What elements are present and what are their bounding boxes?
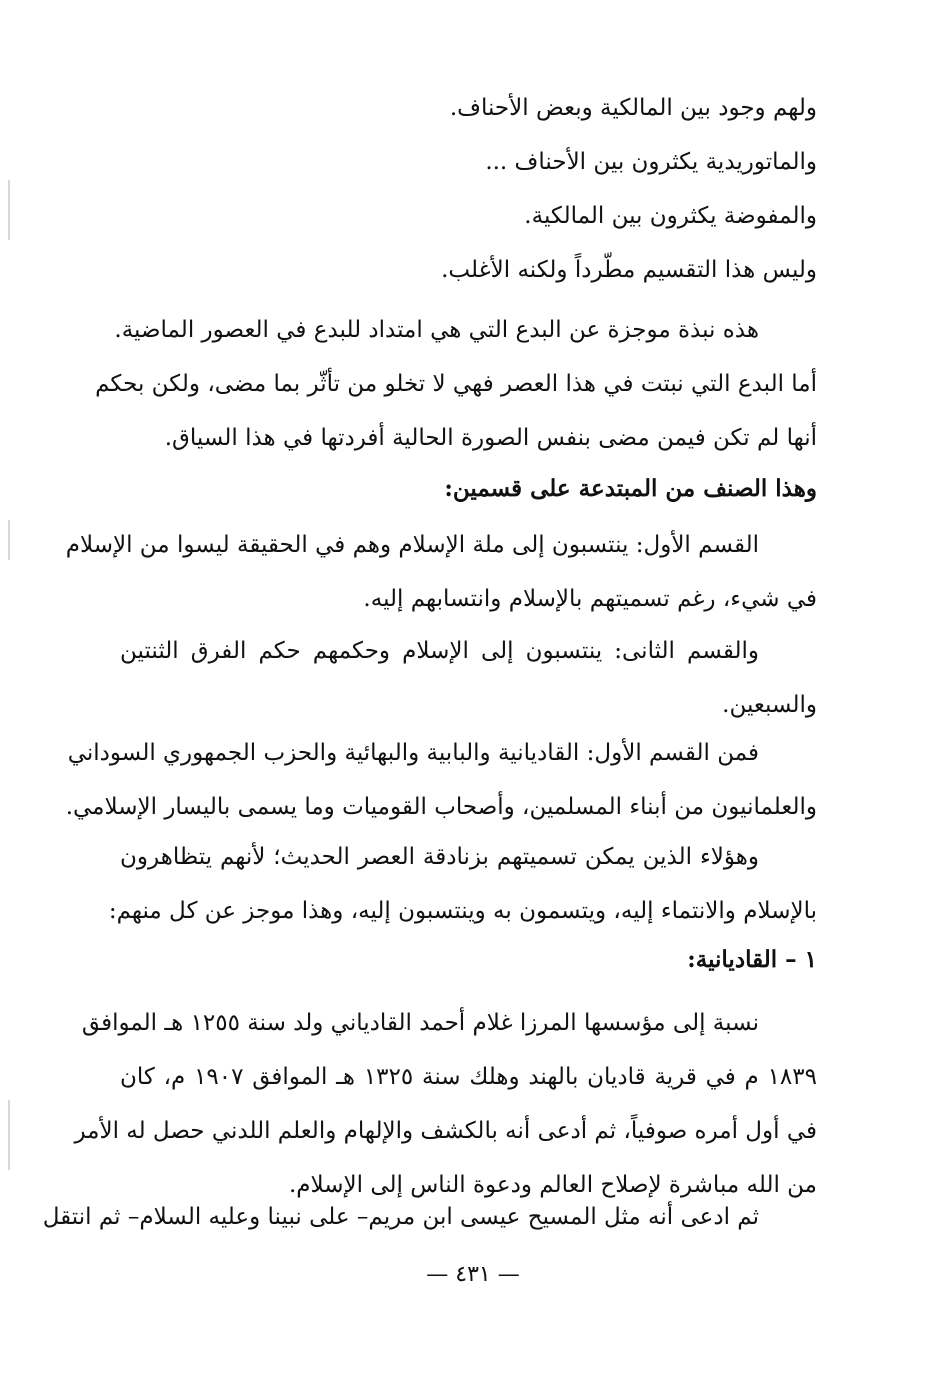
text-line: وليس هذا التقسيم مطّرداً ولكنه الأغلب. bbox=[441, 257, 817, 283]
text-line: فمن القسم الأول: القاديانية والبابية والبهائية والحزب الجمهوري السوداني bbox=[67, 740, 759, 766]
text-line: أنها لم تكن فيمن مضى بنفس الصورة الحالية أفردتها في هذا السياق. bbox=[164, 425, 817, 451]
section-heading: وهذا الصنف من المبتدعة على قسمين: bbox=[444, 475, 817, 502]
text-block-intro bbox=[120, 81, 817, 297]
text-line: ١٨٣٩ م في قرية قاديان بالهند وهلك سنة ١٣٢٥ هـ الموافق ١٩٠٧ م، كان bbox=[120, 1064, 817, 1090]
text-line: في أول أمره صوفياً، ثم أدعى أنه بالكشف والإلهام والعلم اللدني حصل له الأمر bbox=[74, 1118, 817, 1144]
text-line: في شيء، رغم تسميتهم بالإسلام وانتسابهم إليه. bbox=[363, 586, 817, 612]
text-line: والمفوضة يكثرون بين المالكية. bbox=[524, 203, 817, 229]
text-line: ثم ادعى أنه مثل المسيح عيسى ابن مريم– على نبينا وعليه السلام– ثم انتقل bbox=[42, 1204, 759, 1230]
text-line: وهؤلاء الذين يمكن تسميتهم بزنادقة العصر الحديث؛ لأنهم يتظاهرون bbox=[120, 844, 759, 870]
paragraph-6 bbox=[74, 996, 817, 1212]
paragraph-7 bbox=[42, 1190, 817, 1244]
text-line: ولهم وجود بين المالكية وبعض الأحناف. bbox=[449, 95, 817, 121]
text-line: نسبة إلى مؤسسها المرزا غلام أحمد القادياني ولد سنة ١٢٥٥ هـ الموافق bbox=[81, 1010, 759, 1036]
text-line: بالإسلام والانتماء إليه، ويتسمون به وينتسبون إليه، وهذا موجز عن كل منهم: bbox=[108, 898, 817, 924]
scan-edge-mark bbox=[8, 180, 10, 240]
text-line: والسبعين. bbox=[722, 692, 817, 718]
paragraph-1 bbox=[95, 303, 817, 465]
text-line: والماتوريدية يكثرون بين الأحناف ... bbox=[485, 149, 817, 175]
heading-categories bbox=[120, 462, 817, 516]
paragraph-2 bbox=[65, 518, 817, 626]
text-line: والعلمانيون من أبناء المسلمين، وأصحاب القوميات وما يسمى باليسار الإسلامي. bbox=[65, 794, 817, 820]
text-line: القسم الأول: ينتسبون إلى ملة الإسلام وهم في الحقيقة ليسوا من الإسلام bbox=[65, 532, 759, 558]
paragraph-4 bbox=[65, 726, 817, 834]
text-line: أما البدع التي نبتت في هذا العصر فهي لا تخلو من تأثّر بما مضى، ولكن بحكم bbox=[95, 371, 817, 397]
page-number: — ٤٣١ — bbox=[426, 1262, 520, 1287]
paragraph-3 bbox=[120, 624, 817, 732]
heading-qadianiyya bbox=[120, 933, 817, 987]
paragraph-5 bbox=[108, 830, 817, 938]
section-heading: ١ – القاديانية: bbox=[687, 946, 817, 973]
text-line: هذه نبذة موجزة عن البدع التي هي امتداد للبدع في العصور الماضية. bbox=[114, 317, 759, 343]
scan-edge-mark bbox=[8, 520, 10, 560]
text-line: والقسم الثانى: ينتسبون إلى الإسلام وحكمهم حكم الفرق الثنتين bbox=[120, 638, 759, 664]
text-line: من الله مباشرة لإصلاح العالم ودعوة الناس إلى الإسلام. bbox=[288, 1172, 817, 1198]
scan-edge-mark bbox=[8, 1100, 10, 1170]
